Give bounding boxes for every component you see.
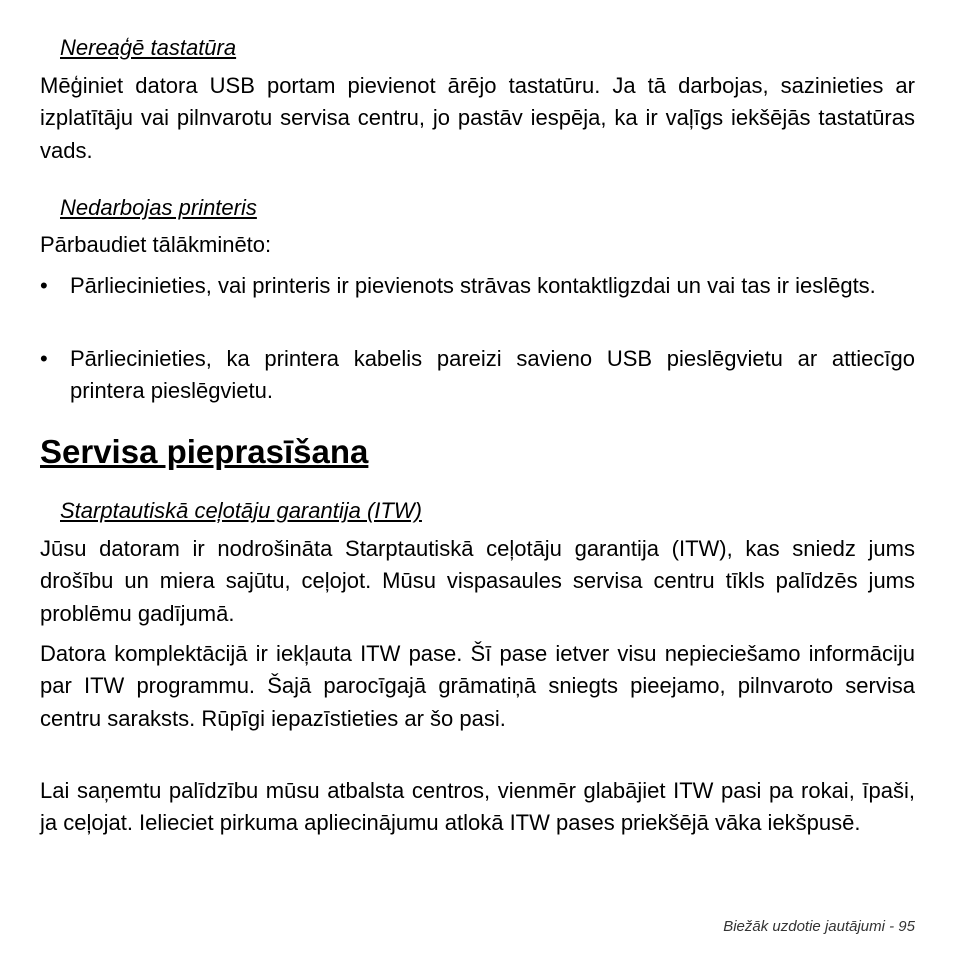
list-item-text: Pārliecinieties, ka printera kabelis pareizi savieno USB pieslēgvietu ar attiecīgo printera pieslēgvietu. — [70, 346, 915, 404]
section-title: Servisa pieprasīšana — [40, 433, 369, 470]
itw-paragraph: Jūsu datoram ir nodrošināta Starptautiskā ceļotāju garantija (ITW), kas sniedz jums drošību un miera sajūtu, ceļojot. Mūsu vispasaules servisa centru tīkls palīdzēs jums problēmu gadījumā. — [40, 536, 915, 626]
bullet-icon: • — [40, 273, 48, 298]
itw-subheading: Starptautiskā ceļotāju garantija (ITW) — [60, 498, 422, 523]
itw-paragraph: Lai saņemtu palīdzību mūsu atbalsta centros, vienmēr glabājiet ITW pasi pa rokai, īpaši, ja ceļojat. Ielieciet pirkuma apliecinājumu atlokā ITW pases priekšējā vāka iekšpusē. — [40, 778, 915, 836]
printer-intro: Pārbaudiet tālākminēto: — [40, 232, 272, 257]
bullet-icon: • — [40, 346, 48, 371]
page-footer: Biežāk uzdotie jautājumi - 95 — [723, 918, 915, 935]
printer-subheading: Nedarbojas printeris — [60, 195, 257, 220]
itw-paragraph: Datora komplektācijā ir iekļauta ITW pase. Šī pase ietver visu nepieciešamo informāciju par ITW programmu. Šajā parocīgajā grāmatiņā sniegts pieejamo, pilnvaroto servisa centru saraksts. Rūpīgi iepazīstieties ar šo pasi. — [40, 641, 915, 731]
list-item-text: Pārliecinieties, vai printeris ir pievienots strāvas kontaktligzdai un vai tas ir ieslēgts. — [70, 273, 876, 298]
keyboard-subheading: Nereaģē tastatūra — [60, 35, 237, 60]
keyboard-paragraph: Mēģiniet datora USB portam pievienot ārējo tastatūru. Ja tā darbojas, sazinieties ar izplatītāju vai pilnvarotu servisa centru, jo pastāv iespēja, ka ir vaļīgs iekšējās tastatūras vads. — [40, 73, 915, 163]
